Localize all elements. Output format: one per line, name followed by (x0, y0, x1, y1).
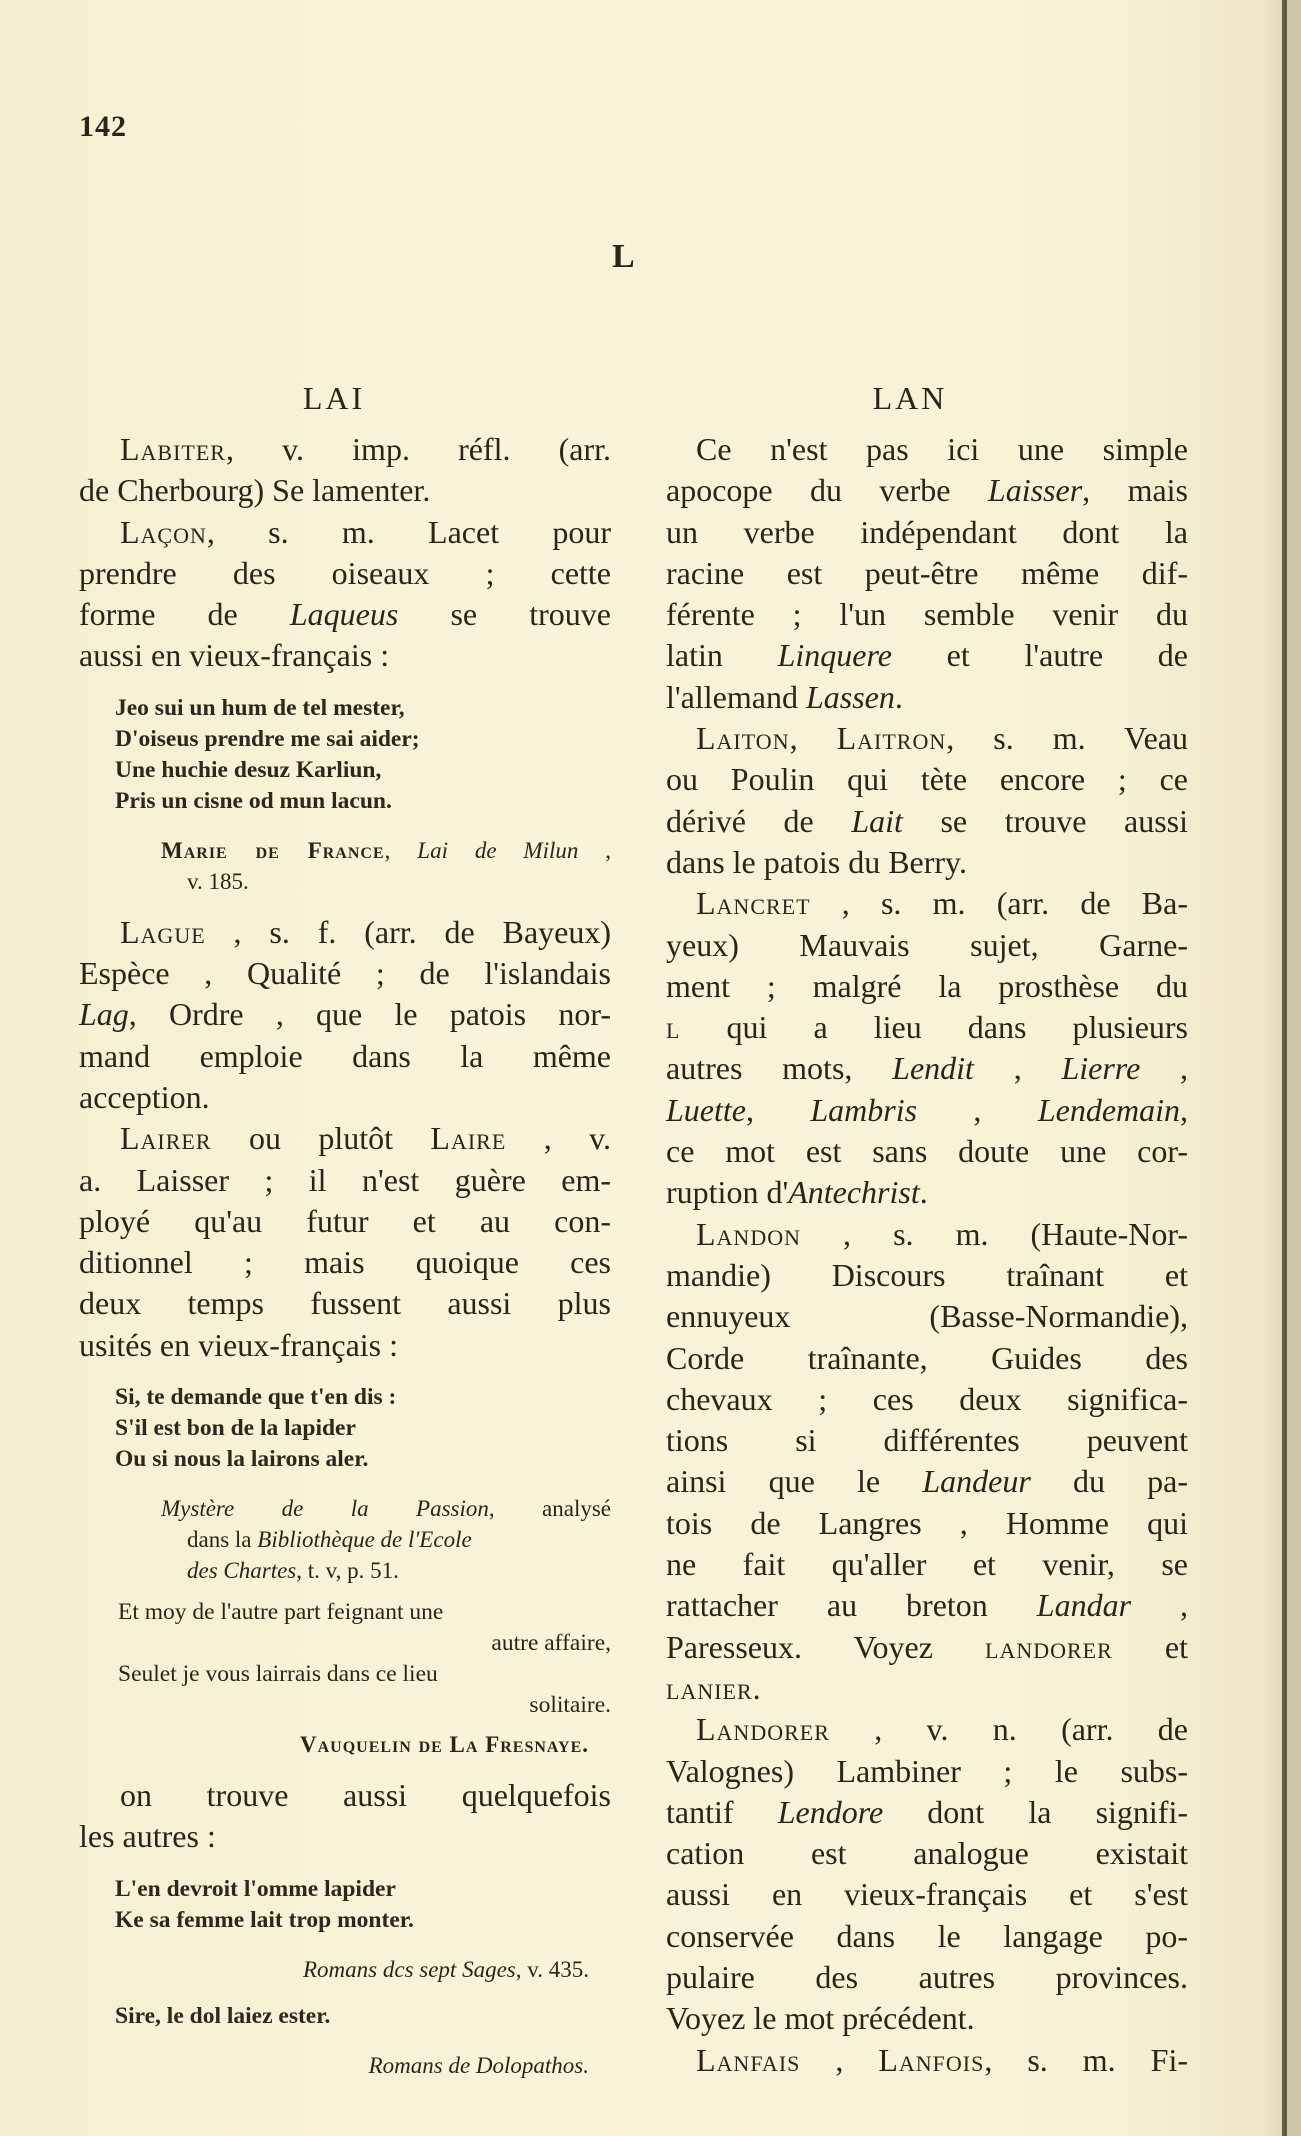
page-edge-shadow (1287, 0, 1301, 2136)
text-line (666, 1420, 1188, 1461)
dictionary-entry (666, 883, 1188, 1213)
italic-term: Lierre (1061, 1050, 1141, 1087)
text-run: ruption d' (666, 1174, 789, 1211)
text-run: dans la (187, 1527, 258, 1553)
italic-term: Lendemain (1037, 1091, 1181, 1128)
text-run: ditionnel ; mais quoique ces (79, 1244, 611, 1281)
text-line (79, 1283, 611, 1324)
text-line (666, 2040, 1188, 2081)
text-run: Pris un cisne od mun lacun. (115, 787, 392, 814)
text-run: , (384, 837, 418, 863)
italic-term: Romans dcs sept Sages (303, 1956, 516, 1982)
text-line (161, 1729, 611, 1760)
text-run: , s. m. (arr. de Ba- (810, 885, 1188, 922)
text-run: autres mots, (666, 1050, 893, 1087)
text-line (79, 635, 611, 676)
italic-term: Bibliothèque de l'Ecole (257, 1527, 472, 1553)
italic-term: Mystère de la Passion (161, 1496, 489, 1522)
italic-term: Antechrist (788, 1174, 920, 1211)
text-run: autre affaire, (491, 1630, 611, 1657)
text-run: conservée dans le langage po- (666, 1917, 1188, 1954)
text-run: et (1112, 1628, 1189, 1665)
text-run: deux temps fussent aussi plus (79, 1285, 611, 1322)
text-line (666, 1998, 1188, 2039)
italic-term: Laqueus (289, 596, 399, 633)
text-run: , (789, 720, 837, 757)
text-run: ainsi que le (666, 1463, 923, 1500)
text-run: ment ; malgré la prosthèse du (666, 967, 1188, 1004)
left-column (79, 429, 611, 2081)
text-line (666, 635, 1188, 676)
text-run: on trouve aussi quelquefois (120, 1777, 611, 1814)
text-line (666, 594, 1188, 635)
text-line (79, 512, 611, 553)
text-line (666, 1874, 1188, 1915)
page-edge-line (1282, 0, 1287, 2136)
text-run: , s. m. Fi- (984, 2041, 1188, 2078)
text-run: . (894, 678, 903, 715)
text-run: Seulet je vous lairrais dans ce lieu (118, 1661, 438, 1688)
right-column (666, 429, 1188, 2081)
text-run: les autres : (79, 1818, 216, 1855)
text-line (666, 1709, 1188, 1750)
dictionary-entry (666, 718, 1188, 883)
text-line (666, 1255, 1188, 1296)
headword: landorer (985, 1628, 1113, 1665)
text-run: D'oiseus prendre me sai aider; (115, 725, 420, 752)
text-run: apocope du verbe (666, 472, 988, 509)
verse-quote (79, 2001, 611, 2032)
headword: Laitron (836, 720, 947, 757)
text-run: , Ordre , que le patois nor- (128, 996, 611, 1033)
text-run: , s. m. Lacet pour (206, 513, 611, 550)
text-run: Corde traînante, Guides des (666, 1339, 1188, 1376)
text-line (118, 1597, 611, 1628)
text-run: rattacher au breton (666, 1587, 1037, 1624)
italic-term: Lai de Milun (417, 837, 579, 863)
text-line (666, 842, 1188, 883)
text-line (666, 883, 1188, 924)
text-run: Valognes) Lambiner ; le subs- (666, 1752, 1188, 1789)
text-line (666, 1296, 1188, 1337)
text-line (79, 1201, 611, 1242)
text-line (161, 1954, 611, 1985)
citation (79, 1729, 611, 1760)
text-line (666, 925, 1188, 966)
citation (79, 1954, 611, 1985)
italic-term: Lassen (805, 678, 895, 715)
text-run: qui a lieu dans plusieurs (680, 1009, 1188, 1046)
dictionary-entry (666, 1709, 1188, 2039)
dictionary-entry (79, 1775, 611, 1858)
text-line (79, 953, 611, 994)
text-run: S'il est bon de la lapider (115, 1415, 356, 1442)
text-run: Ou si nous la lairons aler. (115, 1446, 369, 1473)
text-line (666, 1957, 1188, 1998)
text-line (161, 1524, 611, 1555)
headword: Marie de France (161, 837, 385, 863)
text-line (115, 693, 611, 724)
dictionary-entry (79, 1118, 611, 1366)
text-run: , t. v, p. 51. (296, 1558, 399, 1584)
text-run: , mais (1082, 472, 1189, 509)
text-run: a. Laisser ; il n'est guère em- (79, 1161, 611, 1198)
text-line (666, 512, 1188, 553)
text-run: chevaux ; ces deux significa- (666, 1380, 1188, 1417)
text-run: , (917, 1091, 1038, 1128)
text-run: se trouve aussi (902, 802, 1189, 839)
text-run: , s. f. (arr. de Bayeux) (205, 913, 611, 950)
section-letter: L (612, 238, 635, 275)
headword: Lanfais (696, 2041, 801, 2078)
text-run: L'en devroit l'omme lapider (115, 1875, 396, 1902)
text-run: cation est analogue existait (666, 1835, 1188, 1872)
text-line (79, 1036, 611, 1077)
text-run: , (1140, 1050, 1189, 1087)
headword: Lanfois (878, 2041, 985, 2078)
text-line (666, 718, 1188, 759)
text-line (115, 755, 611, 786)
text-line (79, 594, 611, 635)
text-line (79, 1242, 611, 1283)
dictionary-entry (79, 912, 611, 1118)
text-run: Une huchie desuz Karliun, (115, 756, 382, 783)
italic-term: Landeur (922, 1463, 1031, 1500)
text-run: forme de (79, 596, 290, 633)
text-run: , (800, 2041, 879, 2078)
text-run: Jeo sui un hum de tel mester, (115, 694, 405, 721)
text-line (161, 2050, 611, 2081)
text-run: Ce n'est pas ici une simple (696, 431, 1188, 467)
headword: Laiton (696, 720, 790, 757)
text-run: , (973, 1050, 1062, 1087)
text-line (115, 1413, 611, 1444)
text-run: acception. (79, 1078, 210, 1115)
text-run: Paresseux. Voyez (666, 1628, 986, 1665)
text-line (666, 801, 1188, 842)
italic-term: Landar (1036, 1587, 1132, 1624)
text-run: pulaire des autres provinces. (666, 1958, 1188, 1995)
verse-quote (79, 1874, 611, 1936)
text-run: racine est peut-être même dif- (666, 554, 1188, 591)
text-run: aussi en vieux-français et s'est (666, 1876, 1188, 1913)
text-line (666, 1461, 1188, 1502)
dictionary-entry (666, 2040, 1188, 2081)
italic-term: Laisser (987, 472, 1083, 509)
text-line (666, 470, 1188, 511)
headword: Laire (430, 1120, 507, 1157)
text-line (118, 1628, 611, 1659)
text-run: tantif (666, 1793, 778, 1830)
text-run: , (1180, 1091, 1189, 1128)
text-run: , v. n. (arr. de (829, 1711, 1188, 1748)
text-run: , v. imp. réfl. (arr. (226, 431, 611, 467)
text-run: . (752, 1669, 761, 1706)
text-run: aussi en vieux-français : (79, 637, 390, 674)
text-line (666, 1751, 1188, 1792)
dictionary-entry (666, 429, 1188, 718)
text-run: du pa- (1030, 1463, 1189, 1500)
text-run: , (1131, 1587, 1189, 1624)
text-line (79, 553, 611, 594)
text-line (666, 1544, 1188, 1585)
text-line (161, 1493, 611, 1524)
italic-term: Lag (79, 996, 129, 1033)
headword: Lancret (696, 885, 811, 922)
text-line (161, 835, 611, 866)
text-run: Ke sa femme lait trop monter. (115, 1906, 414, 1933)
text-line (115, 1874, 611, 1905)
text-line (666, 1048, 1188, 1089)
text-line (666, 966, 1188, 1007)
headword: Laçon (120, 513, 207, 550)
text-run: mandie) Discours traînant et (666, 1256, 1188, 1293)
text-line (666, 1627, 1188, 1668)
right-column-running-head: LAN (872, 380, 948, 416)
text-line (666, 1916, 1188, 1957)
left-column-running-head: LAI (302, 380, 366, 416)
text-line (118, 1690, 611, 1721)
text-line (666, 429, 1188, 470)
text-line (161, 866, 611, 897)
text-line (666, 1090, 1188, 1131)
text-line (79, 912, 611, 953)
text-run: , v. (506, 1120, 612, 1157)
dictionary-entry (79, 429, 611, 512)
italic-term: Lendit (892, 1050, 974, 1087)
text-line (79, 1077, 611, 1118)
text-run: ou Poulin qui tète encore ; ce (666, 761, 1188, 798)
text-run: , analysé (488, 1496, 611, 1522)
italic-term: Linquere (777, 637, 892, 674)
italic-term: Lait (851, 802, 903, 839)
text-line (666, 1379, 1188, 1420)
text-run: , v. 435. (515, 1956, 589, 1982)
page-number: 142 (79, 110, 127, 143)
text-run: Si, te demande que t'en dis : (115, 1384, 397, 1411)
italic-term: des Chartes (187, 1558, 297, 1584)
text-run: ennuyeux (Basse-Normandie), (666, 1298, 1188, 1335)
citation (79, 1493, 611, 1586)
text-run: ce mot est sans doute une cor- (666, 1133, 1188, 1170)
text-line (666, 553, 1188, 594)
text-line (79, 470, 611, 511)
text-run: v. 185. (187, 868, 249, 894)
text-line (666, 759, 1188, 800)
text-run: ployé qu'au futur et au con- (79, 1202, 611, 1239)
text-line (79, 1160, 611, 1201)
text-line (666, 1503, 1188, 1544)
text-run: tions si différentes peuvent (666, 1422, 1188, 1459)
text-line (666, 1172, 1188, 1213)
text-run: Et moy de l'autre part feignant une (118, 1599, 444, 1626)
text-line (666, 677, 1188, 718)
headword: Vauquelin de La Fresnaye. (299, 1732, 589, 1758)
text-line (666, 1833, 1188, 1874)
text-run: . (919, 1174, 928, 1211)
text-line (79, 1775, 611, 1816)
text-run: de Cherbourg) Se lamenter. (79, 472, 431, 509)
text-line (666, 1792, 1188, 1833)
text-run: tois de Langres , Homme qui (666, 1504, 1188, 1541)
headword: l (666, 1009, 681, 1046)
text-line (115, 1444, 611, 1475)
headword: Landorer (696, 1711, 830, 1748)
headword: lanier (666, 1669, 753, 1706)
text-run: yeux) Mauvais sujet, Garne- (666, 926, 1188, 963)
text-run: férente ; l'un semble venir du (666, 596, 1188, 633)
text-run: solitaire. (529, 1692, 611, 1719)
headword: Landon (696, 1215, 801, 1252)
citation (79, 2050, 611, 2081)
text-line (118, 1659, 611, 1690)
italic-term: Romans de Dolopathos. (368, 2052, 589, 2078)
text-run: ne fait qu'aller et venir, se (666, 1546, 1188, 1583)
text-run: usités en vieux-français : (79, 1326, 398, 1363)
italic-term: Lendore (777, 1793, 884, 1830)
text-run: dans le patois du Berry. (666, 843, 967, 880)
italic-term: Luette (666, 1091, 746, 1128)
text-run: Sire, le dol laiez ester. (115, 2002, 331, 2029)
text-line (161, 1555, 611, 1586)
text-line (79, 1816, 611, 1857)
verse-quote (79, 1382, 611, 1475)
dictionary-entry (79, 512, 611, 677)
text-line (115, 1905, 611, 1936)
headword: Lairer (120, 1120, 212, 1157)
text-run: dérivé de (666, 802, 852, 839)
text-line (666, 1214, 1188, 1255)
headword: Labiter (120, 431, 226, 467)
text-run: prendre des oiseaux ; cette (79, 554, 611, 591)
text-run: Voyez le mot précédent. (666, 2000, 975, 2037)
text-run: , (578, 837, 612, 863)
text-line (79, 1118, 611, 1159)
verse-quote (79, 693, 611, 817)
text-run: se trouve (398, 596, 611, 633)
text-run: latin (666, 637, 778, 674)
text-line (79, 429, 611, 470)
text-run: un verbe indépendant dont la (666, 513, 1188, 550)
text-line (666, 1668, 1188, 1709)
text-line (115, 786, 611, 817)
italic-term: Lambris (810, 1091, 918, 1128)
text-run: et l'autre de (891, 637, 1189, 674)
headword: Lague (120, 913, 206, 950)
text-line (79, 1325, 611, 1366)
dictionary-entry (666, 1214, 1188, 1710)
text-line (79, 994, 611, 1035)
verse-quote (79, 1597, 611, 1721)
text-run: , (745, 1091, 811, 1128)
text-line (666, 1338, 1188, 1379)
text-line (115, 724, 611, 755)
text-run: Espèce , Qualité ; de l'islandais (79, 955, 611, 992)
text-line (666, 1007, 1188, 1048)
text-run: dont la signifi- (883, 1793, 1189, 1830)
citation (79, 835, 611, 897)
text-line (115, 2001, 611, 2032)
text-line (666, 1585, 1188, 1626)
text-run: mand emploie dans la même (79, 1037, 611, 1074)
text-line (115, 1382, 611, 1413)
text-run: l'allemand (666, 678, 806, 715)
text-run: , s. m. Veau (946, 720, 1189, 757)
text-run: ou plutôt (211, 1120, 431, 1157)
text-run: , s. m. (Haute-Nor- (801, 1215, 1188, 1252)
text-line (666, 1131, 1188, 1172)
